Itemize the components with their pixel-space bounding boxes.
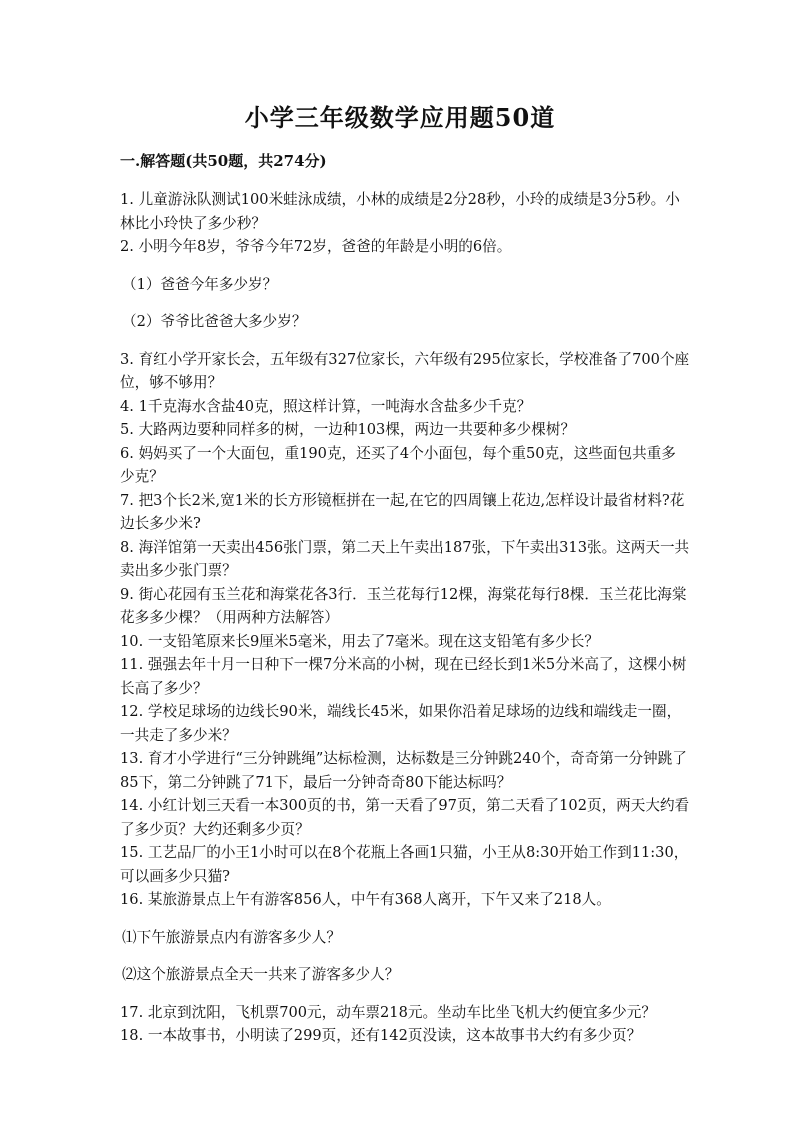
question-4: 4. 1千克海水含盐40克，照这样计算，一吨海水含盐多少千克？ <box>120 397 532 415</box>
question-9: 9. 街心花园有玉兰花和海棠花各3行．玉兰花每行12棵，海棠花每行8棵．玉兰花比海棠花多多少棵？（用两种方法解答） <box>120 585 687 626</box>
question-16: 16. 某旅游景点上午有游客856人，中午有368人离开，下午又来了218人。 <box>120 891 611 908</box>
question-10: 10. 一支铅笔原来长9厘米5毫米，用去了7毫米。现在这支铅笔有多少长？ <box>120 632 599 650</box>
question-2: 2. 小明今年8岁，爷爷今年72岁，爸爸的年龄是小明的6倍。 <box>120 238 512 255</box>
question-14: 14. 小红计划三天看一本300页的书，第一天看了97页，第二天看了102页，两天大约看了多少页？大约还剩多少页？ <box>120 797 690 838</box>
question-2-part-1: （1）爸爸今年多少岁？ <box>122 275 278 293</box>
question-3: 3. 育红小学开家长会，五年级有327位家长，六年级有295位家长，学校准备了700个座位，够不够用？ <box>120 350 690 391</box>
question-18: 18. 一本故事书，小明读了299页，还有142页没读，这本故事书大约有多少页？ <box>120 1027 642 1044</box>
question-13: 13. 育才小学进行“三分钟跳绳”达标检测，达标数是三分钟跳240个，奇奇第一分钟跳了85下，第二分钟跳了71下，最后一分钟奇奇80下能达标吗？ <box>120 750 687 791</box>
question-17: 17. 北京到沈阳，飞机票700元，动车票218元。坐动车比坐飞机大约便宜多少元？ <box>120 1003 656 1021</box>
question-8: 8. 海洋馆第一天卖出456张门票，第二天上午卖出187张，下午卖出313张。这两天一共卖出多少张门票？ <box>120 538 690 579</box>
question-11: 11. 强强去年十月一日种下一棵7分米高的小树，现在已经长到1米5分米高了，这棵小树长高了多少？ <box>120 656 687 697</box>
section-heading: 一.解答题(共50题，共274分) <box>120 152 327 170</box>
question-16-part-2: ⑵这个旅游景点全天一共来了游客多少人？ <box>122 966 400 983</box>
question-1: 1. 儿童游泳队测试100米蛙泳成绩，小林的成绩是2分28秒，小玲的成绩是3分5秒。小林比小玲快了多少秒？ <box>120 191 680 232</box>
question-6: 6. 妈妈买了一个大面包，重190克，还买了4个小面包，每个重50克，这些面包共重多少克？ <box>120 444 676 485</box>
question-list <box>120 188 690 1048</box>
question-12: 12. 学校足球场的边线长90米，端线长45米，如果你沿着足球场的边线和端线走一圈，一共走了多少米？ <box>120 703 682 744</box>
question-2-part-2: （2）爷爷比爸爸大多少岁？ <box>122 313 307 330</box>
question-7: 7. 把3个长2米,宽1米的长方形镜框拼在一起,在它的四周镶上花边,怎样设计最省材料?花边长多少米? <box>120 491 685 532</box>
question-16-part-1: ⑴下午旅游景点内有游客多少人？ <box>122 928 341 946</box>
question-5: 5. 大路两边要种同样多的树，一边种103棵，两边一共要种多少棵树？ <box>120 421 576 438</box>
question-15: 15. 工艺品厂的小王1小时可以在8个花瓶上各画1只猫，小王从8:30开始工作到11:30，可以画多少只猫? <box>120 844 689 885</box>
page-title: 小学三年级数学应用题50道 <box>244 103 556 132</box>
